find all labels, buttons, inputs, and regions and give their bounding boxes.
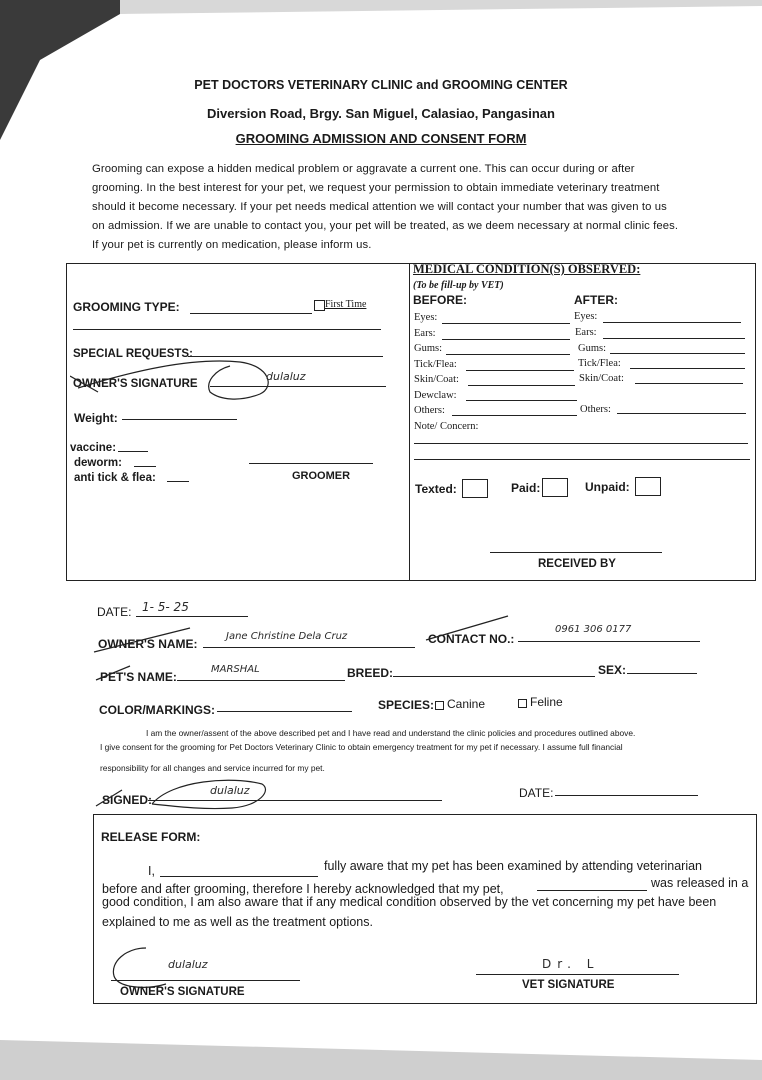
release-line-2: before and after grooming, therefore I hereby acknowledged that my pet,: [102, 882, 504, 896]
owner-name-label: OWNER'S NAME:: [98, 637, 198, 651]
strike-mark-2: [424, 612, 514, 646]
medical-title: MEDICAL CONDITION(S) OBSERVED:: [413, 262, 641, 276]
before-eyes-label: Eyes:: [414, 312, 438, 323]
note-line-1[interactable]: [414, 443, 748, 444]
release-pet-field[interactable]: [537, 890, 647, 891]
color-markings-label: COLOR/MARKINGS:: [99, 703, 215, 717]
before-dewclaw-field[interactable]: [466, 400, 577, 401]
color-markings-field[interactable]: [217, 711, 352, 712]
intro-line: grooming. In the best interest for your pet, we request your permission to obtain immediate veterinary treatment: [92, 182, 660, 194]
grooming-type-label: GROOMING TYPE:: [73, 300, 180, 314]
owner-release-sign-line[interactable]: [111, 980, 300, 981]
vet-signature-value: Dr. L: [542, 957, 600, 971]
groomer-sign-line[interactable]: [249, 463, 373, 464]
received-by-label: RECEIVED BY: [538, 558, 616, 570]
paid-checkbox[interactable]: [542, 478, 568, 497]
texted-label: Texted:: [415, 482, 457, 496]
clinic-name: PET DOCTORS VETERINARY CLINIC and GROOMING CENTER: [194, 78, 568, 92]
deworm-label: deworm:: [74, 457, 122, 469]
before-heading: BEFORE:: [413, 293, 467, 307]
date-field[interactable]: [136, 616, 248, 617]
after-ears-label: Ears:: [575, 327, 597, 338]
after-heading: AFTER:: [574, 293, 618, 307]
after-tickflea-label: Tick/Flea:: [578, 358, 621, 369]
consent-line-2: I give consent for the grooming for Pet Doctors Veterinary Clinic to obtain emergency treatment for my pet if necessary. I assume full financial: [100, 742, 623, 752]
unpaid-label: Unpaid:: [585, 480, 630, 494]
feline-checkbox[interactable]: [518, 699, 527, 708]
contact-field[interactable]: [518, 641, 700, 642]
strike-mark-1: [90, 622, 200, 658]
texted-checkbox[interactable]: [462, 479, 488, 498]
first-time-label: First Time: [325, 299, 367, 310]
grooming-type-extra-line[interactable]: [73, 329, 381, 330]
sex-field[interactable]: [627, 673, 697, 674]
contact-label: CONTACT NO.:: [428, 632, 515, 646]
after-skincoat-label: Skin/Coat:: [579, 373, 624, 384]
signed-label: SIGNED:: [102, 793, 153, 807]
before-skincoat-label: Skin/Coat:: [414, 374, 459, 385]
after-others-label: Others:: [580, 404, 611, 415]
vet-sign-label: VET SIGNATURE: [522, 979, 615, 991]
owner-release-sign-label: OWNER'S SIGNATURE: [120, 986, 245, 998]
owner-name-field[interactable]: [203, 647, 415, 648]
release-line-3: good condition, I am also aware that if any medical condition observed by the vet concerning my pet have been: [102, 895, 717, 909]
strike-mark-3: [94, 662, 134, 684]
deworm-field[interactable]: [134, 466, 156, 467]
before-others-field[interactable]: [452, 415, 577, 416]
feline-label: Feline: [530, 695, 563, 709]
consent-date-label: DATE:: [519, 786, 554, 800]
intro-line: should it become necessary. If your pet needs medical attention we will contact your number that was given to us: [92, 201, 667, 213]
received-by-line[interactable]: [490, 552, 662, 553]
release-name-field[interactable]: [160, 876, 318, 877]
owner-name-value: Jane Christine Dela Cruz: [226, 631, 348, 642]
before-gums-label: Gums:: [414, 343, 443, 354]
pet-name-field[interactable]: [177, 680, 345, 681]
release-i-label: I,: [148, 864, 155, 878]
contact-value: 0961 306 0177: [555, 624, 632, 635]
breed-label: BREED:: [347, 666, 394, 680]
weight-label: Weight:: [74, 411, 118, 425]
date-value: 1- 5- 25: [142, 600, 189, 614]
after-gums-label: Gums:: [578, 343, 607, 354]
after-eyes-label: Eyes:: [574, 311, 598, 322]
intro-line: on admission. If we are unable to contact you, your pet will be treated, as we deem necessary at normal clinic fees.: [92, 220, 679, 232]
form-title: GROOMING ADMISSION AND CONSENT FORM: [235, 131, 527, 146]
date-label: DATE:: [97, 605, 132, 619]
after-ears-field[interactable]: [603, 338, 745, 339]
signature-text-2: dulaluz: [210, 784, 250, 797]
after-tickflea-field[interactable]: [630, 368, 745, 369]
before-ears-field[interactable]: [442, 339, 570, 340]
consent-line-3: responsibility for all changes and service incurred for my pet.: [100, 763, 325, 773]
after-others-field[interactable]: [617, 413, 746, 414]
intro-line: If your pet is currently on medication, please inform us.: [92, 239, 372, 251]
before-skincoat-field[interactable]: [468, 385, 575, 386]
signature-mark-2: [92, 770, 292, 812]
after-eyes-field[interactable]: [603, 322, 741, 323]
consent-line-1: I am the owner/assent of the above described pet and I have read and understand the clinic policies and procedures outlined above.: [146, 728, 636, 738]
before-eyes-field[interactable]: [442, 323, 570, 324]
vaccine-field[interactable]: [118, 451, 148, 452]
intro-paragraph: [92, 160, 712, 255]
consent-date-field[interactable]: [555, 795, 698, 796]
pet-name-label: PET'S NAME:: [100, 670, 177, 684]
anti-tick-field[interactable]: [167, 481, 189, 482]
sex-label: SEX:: [598, 663, 627, 677]
owner-signature-label: OWNER'S SIGNATURE: [73, 378, 198, 390]
pet-name-value: MARSHAL: [211, 664, 260, 675]
anti-tick-label: anti tick & flea:: [74, 472, 156, 484]
medical-subtitle: (To be fill-up by VET): [413, 280, 504, 291]
release-line-1: fully aware that my pet has been examined by attending veterinarian: [324, 859, 703, 873]
panel-divider: [409, 263, 410, 581]
grooming-type-field[interactable]: [190, 313, 312, 314]
canine-checkbox[interactable]: [435, 701, 444, 710]
after-gums-field[interactable]: [610, 353, 745, 354]
signature-text-1: dulaluz: [266, 370, 306, 383]
before-tickflea-field[interactable]: [466, 370, 574, 371]
clinic-address: Diversion Road, Brgy. San Miguel, Calasiao, Pangasinan: [207, 106, 555, 121]
paid-label: Paid:: [511, 481, 541, 495]
release-line-2-end: was released in a: [651, 876, 749, 890]
special-requests-label: SPECIAL REQUESTS:: [73, 348, 193, 360]
groomer-label: GROOMER: [292, 470, 351, 482]
before-tickflea-label: Tick/Flea:: [414, 359, 457, 370]
unpaid-checkbox[interactable]: [635, 477, 661, 496]
after-skincoat-field[interactable]: [635, 383, 743, 384]
note-concern-label: Note/ Concern:: [414, 421, 479, 432]
intro-line: Grooming can expose a hidden medical problem or aggravate a current one. This can occur during or after: [92, 163, 635, 175]
first-time-checkbox[interactable]: [314, 300, 325, 311]
before-ears-label: Ears:: [414, 328, 436, 339]
note-line-2[interactable]: [414, 459, 750, 460]
before-others-label: Others:: [414, 405, 445, 416]
canine-label: Canine: [447, 697, 486, 711]
release-title: RELEASE FORM:: [101, 830, 201, 844]
vet-sign-line[interactable]: [476, 974, 679, 975]
release-line-4: explained to me as well as the treatment options.: [102, 915, 373, 929]
species-label: SPECIES:: [378, 698, 435, 712]
before-dewclaw-label: Dewclaw:: [414, 390, 457, 401]
breed-field[interactable]: [393, 676, 595, 677]
signature-text-3: dulaluz: [168, 958, 208, 971]
vaccine-label: vaccine:: [70, 442, 117, 454]
weight-field[interactable]: [122, 419, 237, 420]
before-gums-field[interactable]: [446, 354, 570, 355]
